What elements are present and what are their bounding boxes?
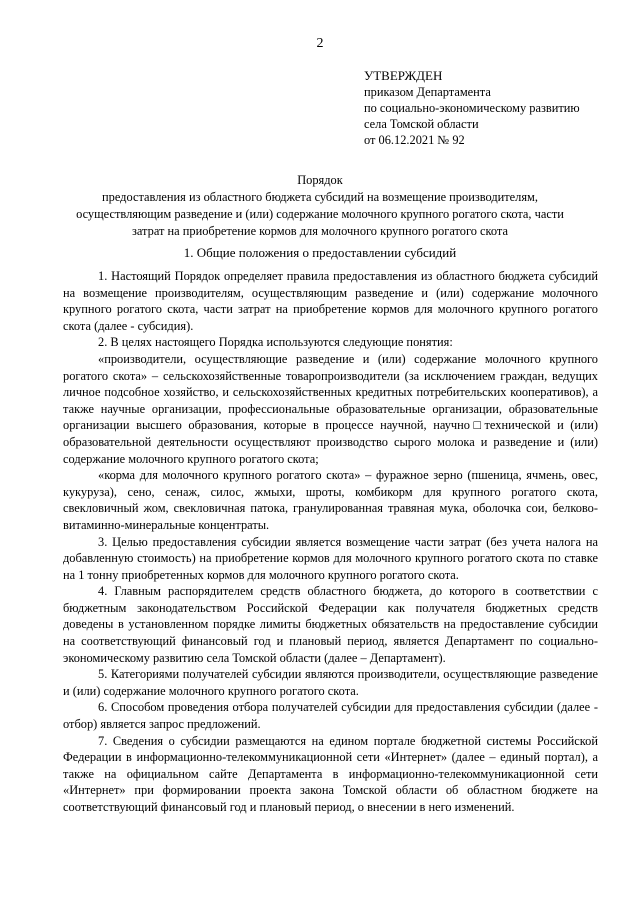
paragraph: «производители, осуществляющие разведение и (или) содержание молочного крупного рогатого скота» – сельскохозяйственные товаропроизводители (за исключением граждан, ведущих личное подсобное хозяйство, и сельскохозяйственных кредитных потребительских кооперативов), а также научные организации, профессиональные образовательные организации, образовательные организации высшего образования, которые в процессе научной, научно□технической и (или) образовательной деятельности осуществляют производство сырого молока и разведение и (или) содержание молочного крупного рогатого скота;: [63, 351, 598, 466]
paragraph: 7. Сведения о субсидии размещаются на едином портале бюджетной системы Российской Федерации в информационно-телекоммуникационной сети «Интернет» (далее – единый портал), а также на официальном сайте Департамента в информационно-телекоммуникационной сети «Интернет» при формировании проекта закона Томской области об областном бюджете на соответствующий финансовый год и плановый период, о внесении в него изменений.: [63, 733, 598, 814]
paragraph: 2. В целях настоящего Порядка используются следующие понятия:: [98, 335, 453, 350]
document-title: [40, 172, 600, 240]
approval-heading: УТВЕРЖДЕН: [364, 68, 443, 83]
section-heading: 1. Общие положения о предоставлении субсидий: [183, 245, 457, 260]
approval-block: [364, 68, 580, 148]
approval-line: от 06.12.2021 № 92: [364, 133, 465, 147]
approval-line: по социально-экономическому развитию: [364, 101, 580, 115]
title-line: предоставления из областного бюджета субсидий на возмещение производителям,: [102, 190, 538, 204]
page-number: 2: [316, 36, 324, 51]
paragraph: 1. Настоящий Порядок определяет правила предоставления из областного бюджета субсидий на возмещение производителям, осуществляющим разведение и (или) содержание молочного крупного рогатого скота, части затрат на приобретение кормов для молочного крупного рогатого скота (далее - субсидия).: [63, 269, 598, 333]
title-line: осуществляющим разведение и (или) содержание молочного крупного рогатого скота, части: [76, 207, 564, 221]
paragraph: 3. Целью предоставления субсидии является возмещение части затрат (без учета налога на добавленную стоимость) на приобретение кормов для молочного крупного рогатого скота по ставке на 1 тонну приобретенных кормов для молочного крупного рогатого скота.: [63, 534, 598, 582]
approval-line: села Томской области: [364, 117, 479, 131]
paragraph: «корма для молочного крупного рогатого скота» – фуражное зерно (пшеница, ячмень, овес, кукуруза), сено, сенаж, силос, жмыхи, шроты, комбикорм для крупного рогатого скота, свекловичный жом, свекловичная патока, гранулированная травяная мука, оболочка сои, белково-витаминно-минеральные концентраты.: [63, 468, 598, 532]
approval-line: приказом Департамента: [364, 85, 491, 99]
title-line: затрат на приобретение кормов для молочного крупного рогатого скота: [131, 224, 509, 238]
paragraph: 6. Способом проведения отбора получателей субсидии для предоставления субсидии (далее - отбор) является запрос предложений.: [63, 700, 598, 732]
title-line: Порядок: [297, 173, 343, 187]
document-body: [63, 268, 598, 816]
paragraph: 5. Категориями получателей субсидии являются производители, осуществляющие разведение и (или) содержание молочного крупного рогатого скота.: [63, 667, 598, 698]
paragraph: 4. Главным распорядителем средств областного бюджета, до которого в соответствии с бюджетным законодательством Российской Федерации как получателя бюджетных средств доведены в установленном порядке лимиты бюджетных обязательств на предоставление субсидии на соответствующий финансовый год и плановый период, является Департамент по социально-экономическому развитию села Томской области (далее – Департамент).: [63, 584, 598, 665]
